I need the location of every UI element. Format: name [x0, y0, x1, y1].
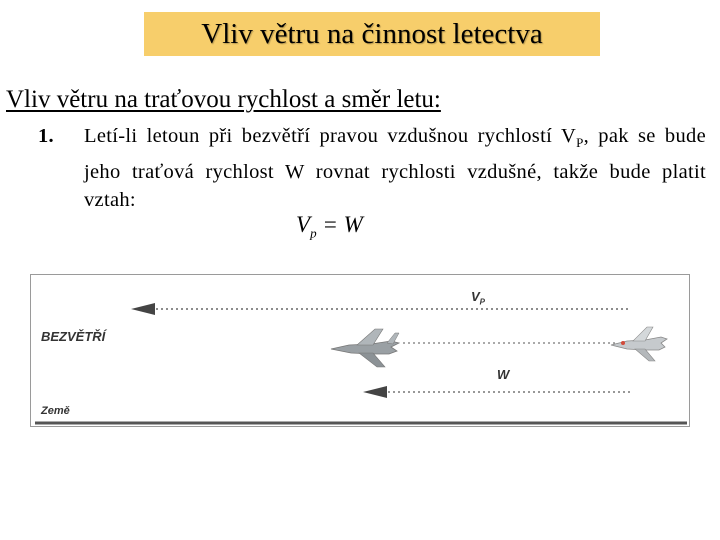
- w-label: W: [497, 367, 510, 382]
- w-arrow-head: [363, 386, 387, 398]
- formula: [296, 212, 363, 242]
- vp-label: [471, 289, 485, 307]
- formula-lhs: V: [296, 212, 311, 237]
- list-item-text: [84, 122, 706, 215]
- text-part-1: Letí-li letoun při bezvětří pravou vzdušnou rychlostí V: [84, 125, 577, 147]
- vp-label-main: V: [471, 289, 480, 304]
- ground-label: Země: [41, 405, 70, 417]
- text-part-2: , pak se bude jeho traťová rychlost W rovnat rychlosti vzdušné, takže bude platit vztah:: [84, 125, 706, 212]
- airplane-icon: [611, 327, 667, 361]
- page-title: Vliv větru na činnost letectva: [201, 17, 543, 50]
- calm-label: BEZVĚTŘÍ: [41, 329, 106, 344]
- text-subscript: P: [576, 135, 584, 151]
- vp-arrow-head: [131, 303, 155, 315]
- formula-rhs: = W: [316, 212, 363, 237]
- formula-lhs-sub: p: [310, 225, 317, 241]
- wind-diagram: [30, 274, 690, 427]
- diagram-svg: [31, 275, 690, 427]
- airplane-icon: [331, 329, 399, 367]
- list-item-number: 1.: [38, 125, 54, 147]
- section-heading: Vliv větru na traťovou rychlost a směr letu:: [6, 86, 441, 113]
- vp-label-sub: P: [479, 297, 486, 307]
- title-banner: [144, 12, 600, 56]
